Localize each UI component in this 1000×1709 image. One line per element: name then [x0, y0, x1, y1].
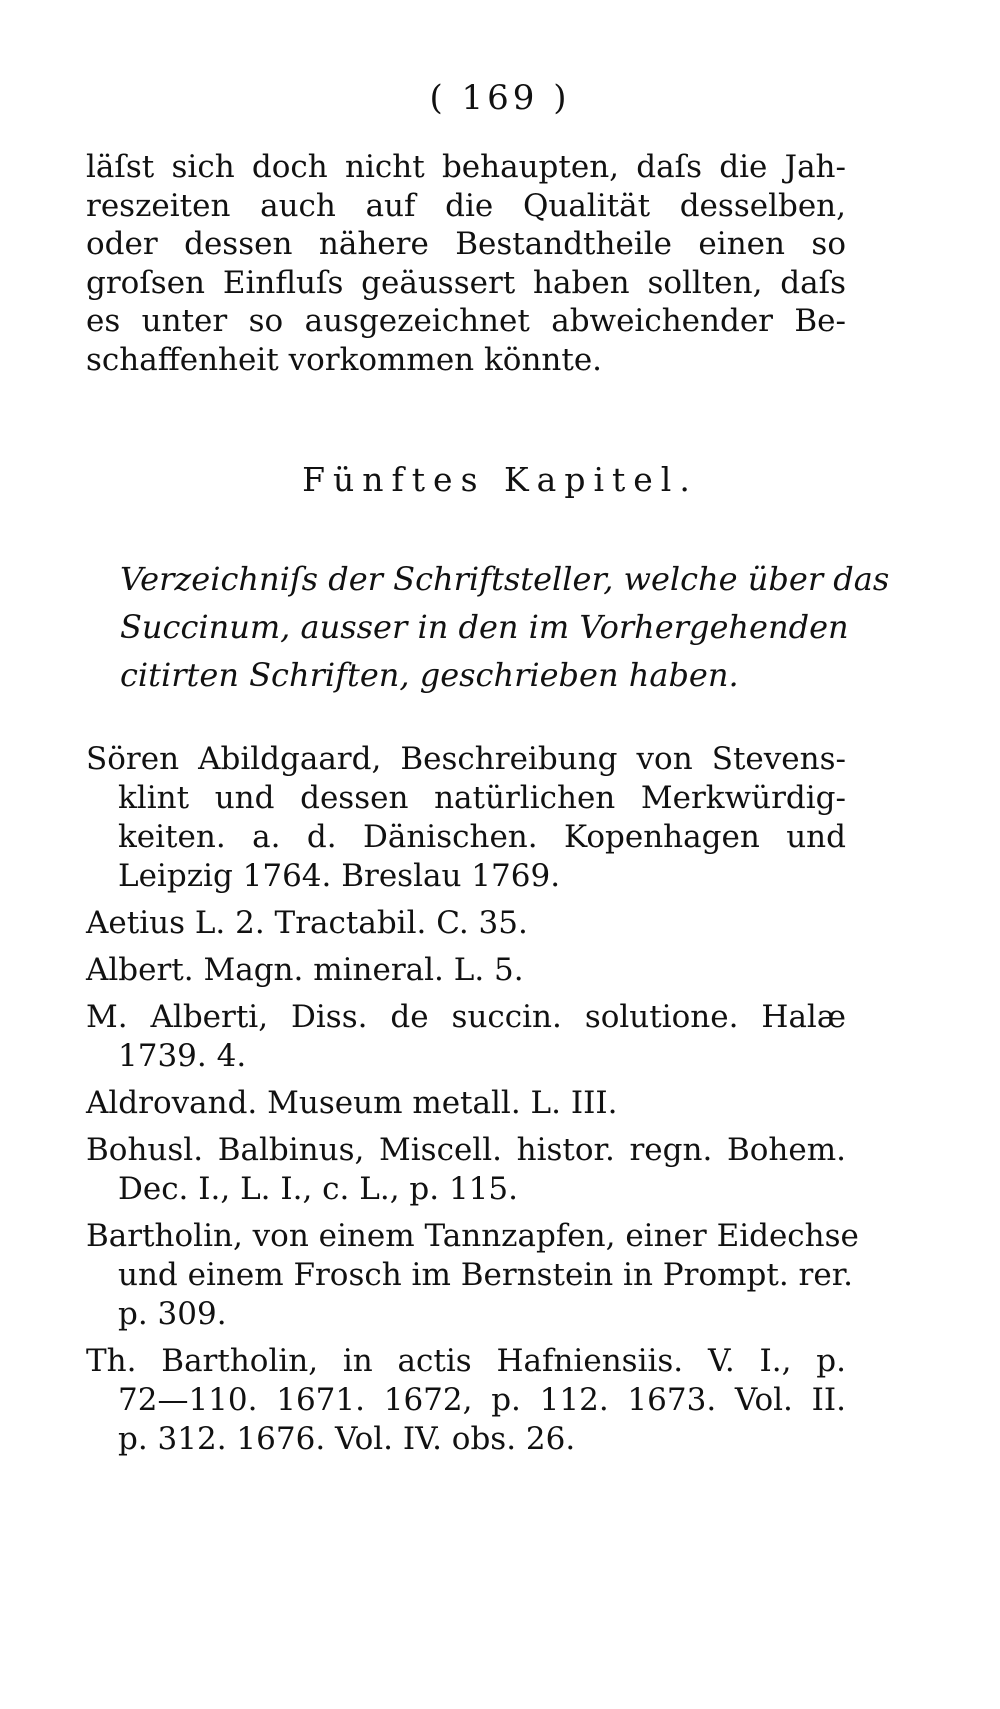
- reference-line: Aldrovand. Museum metall. L. III.: [86, 1085, 618, 1121]
- intro-line: läſst sich doch nicht behaupten, daſs die Jah-: [86, 149, 846, 185]
- intro-paragraph: [86, 148, 846, 379]
- reference-entry: [86, 1131, 846, 1209]
- reference-line: 1739. 4.: [118, 1038, 247, 1074]
- reference-line: Bartholin, von einem Tannzapfen, einer Eidechse: [86, 1218, 859, 1254]
- reference-line: p. 312. 1676. Vol. IV. obs. 26.: [118, 1421, 576, 1457]
- intro-line: groſsen Einfluſs geäussert haben sollten, daſs: [86, 264, 846, 301]
- reference-entry: [86, 1217, 859, 1334]
- reference-line: Albert. Magn. mineral. L. 5.: [86, 952, 524, 988]
- intro-line: es unter so ausgezeichnet abweichender Be-: [86, 303, 846, 339]
- reference-entry: [86, 998, 846, 1076]
- intro-line: schaffenheit vorkommen könnte.: [86, 341, 603, 378]
- reference-list: [86, 740, 859, 1467]
- reference-line: Dec. I., L. I., c. L., p. 115.: [118, 1171, 518, 1207]
- reference-line: Sören Abildgaard, Beschreibung von Stevens-: [86, 741, 846, 777]
- reference-line: klint und dessen natürlichen Merkwürdig-: [118, 780, 846, 816]
- reference-entry: [86, 740, 846, 896]
- reference-entry: [86, 951, 846, 990]
- chapter-subtitle: [120, 555, 890, 699]
- reference-line: Bohusl. Balbinus, Miscell. histor. regn. Bohem.: [86, 1132, 846, 1168]
- reference-entry: [86, 1342, 846, 1459]
- reference-line: und einem Frosch im Bernstein in Prompt. rer.: [118, 1257, 853, 1293]
- reference-line: p. 309.: [118, 1296, 227, 1332]
- reference-line: M. Alberti, Diss. de succin. solutione. Halæ: [86, 999, 846, 1035]
- reference-line: Aetius L. 2. Tractabil. C. 35.: [86, 905, 528, 941]
- reference-line: 72—110. 1671. 1672, p. 112. 1673. Vol. II.: [118, 1382, 846, 1418]
- intro-line: oder dessen nähere Bestandtheile einen so: [86, 226, 846, 262]
- chapter-title: Fünftes Kapitel.: [302, 460, 698, 499]
- reference-line: Leipzig 1764. Breslau 1769.: [118, 858, 561, 894]
- reference-entry: [86, 1084, 846, 1123]
- subtitle-line: Succinum, ausser in den im Vorhergehenden: [120, 608, 849, 646]
- reference-line: keiten. a. d. Dänischen. Kopenhagen und: [118, 819, 846, 855]
- reference-entry: [86, 904, 846, 943]
- subtitle-line: Verzeichniſs der Schriftsteller, welche über das: [120, 560, 890, 598]
- intro-line: reszeiten auch auf die Qualität desselben,: [86, 187, 846, 224]
- subtitle-line: citirten Schriften, geschrieben haben.: [120, 656, 739, 694]
- page-number: ( 169 ): [429, 78, 571, 118]
- reference-line: Th. Bartholin, in actis Hafniensiis. V. I., p.: [86, 1343, 846, 1379]
